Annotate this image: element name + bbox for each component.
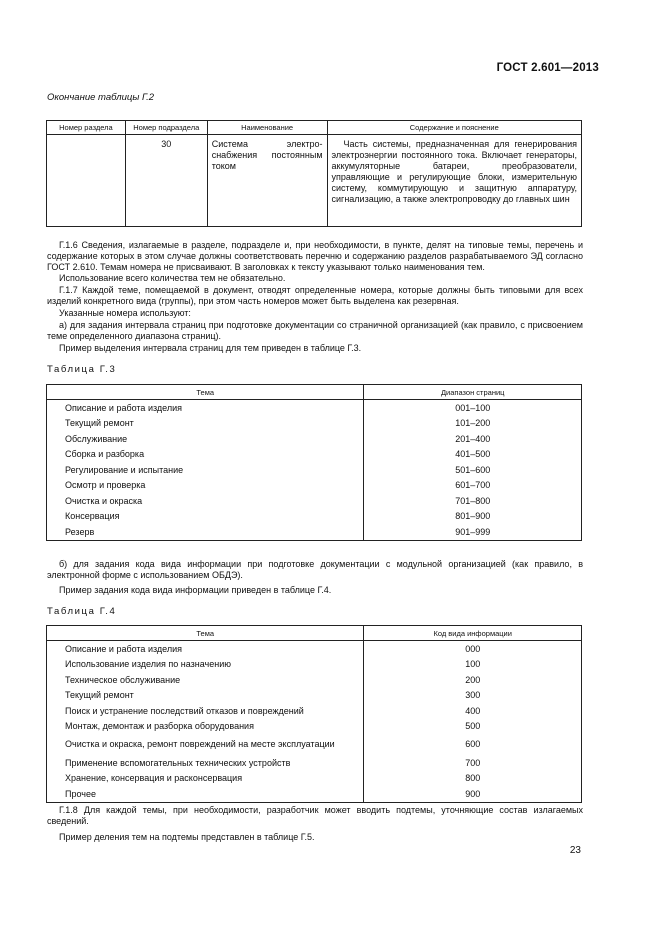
table-row [47, 447, 582, 463]
paragraph-example-g5: Пример деления тем на подтемы представлен в таблице Г.5. [59, 832, 315, 842]
table-row [47, 786, 582, 802]
topic-cell: Резерв [47, 524, 364, 540]
col-header-page-range: Диапазон страниц [364, 385, 582, 400]
topic-cell: Очистка и окраска [47, 493, 364, 509]
paragraph-g1-6: Г.1.6 Сведения, излагаемые в разделе, подразделе и, при необходимости, в пункте, делят на типовые темы, перечень и содержание которых в этом случае должны соответствовать перечню и содержанию разделов разрабатываемого ЭД согласно ГОСТ 2.610. Темам номера не присваивают. В заголовках к тексту указывают только наименования тем. [47, 240, 583, 272]
range-cell: 101–200 [364, 416, 582, 432]
topic-cell: Текущий ремонт [47, 688, 364, 704]
table-row [47, 524, 582, 540]
range-cell: 001–100 [364, 400, 582, 416]
range-cell: 501–600 [364, 462, 582, 478]
paragraph-item-a: а) для задания интервала страниц при подготовке документации со страничной организацией (как правило, с присвоением теме определенного диапазона страниц). [47, 320, 583, 341]
range-cell: 901–999 [364, 524, 582, 540]
topic-cell: Осмотр и проверка [47, 478, 364, 494]
col-header-topic: Тема [47, 385, 364, 400]
table-g4 [46, 625, 582, 803]
table-g4-caption: Таблица Г.4 [47, 606, 117, 617]
cell-name: Система электро-снабжения постоянным током [207, 135, 327, 227]
table-row [47, 478, 582, 494]
topic-cell: Текущий ремонт [47, 416, 364, 432]
topic-cell: Описание и работа изделия [47, 400, 364, 416]
page-number: 23 [569, 845, 581, 856]
topic-cell: Поиск и устранение последствий отказов и повреждений [47, 703, 364, 719]
range-cell: 801–900 [364, 509, 582, 525]
cell-section [47, 135, 126, 227]
cell-subsection: 30 [125, 135, 207, 227]
table-row [47, 509, 582, 525]
table-row [47, 755, 582, 771]
col-header-subsection-number: Номер подраздела [125, 121, 207, 135]
topic-cell: Монтаж, демонтаж и разборка оборудования [47, 719, 364, 735]
table-row [47, 416, 582, 432]
table-row [47, 688, 582, 704]
code-cell: 900 [364, 786, 582, 802]
paragraph-g1-8: Г.1.8 Для каждой темы, при необходимости, разработчик может вводить подтемы, уточняющие состав излагаемых сведений. [47, 805, 583, 826]
table-row [47, 493, 582, 509]
col-header-info-code: Код вида информации [364, 626, 582, 641]
paragraph-g1-7: Г.1.7 Каждой теме, помещаемой в документ, отводят определенные номера, которые должны быть типовыми для всех изделий конкретного вида (группы), при этом часть номеров может быть выделена как резервная. [47, 285, 583, 306]
paragraph-note: Использование всего количества тем не обязательно. [59, 273, 286, 283]
code-cell: 600 [364, 734, 582, 755]
code-cell: 400 [364, 703, 582, 719]
topic-cell: Обслуживание [47, 431, 364, 447]
table-row [47, 431, 582, 447]
table-g3 [46, 384, 582, 541]
table-row [47, 703, 582, 719]
code-cell: 700 [364, 755, 582, 771]
table-row [47, 719, 582, 735]
topic-cell: Описание и работа изделия [47, 641, 364, 657]
table-row [47, 462, 582, 478]
topic-cell: Очистка и окраска, ремонт повреждений на месте эксплуатации [47, 734, 364, 755]
paragraph-item-b: б) для задания кода вида информации при подготовке документации с модульной организацией (как правило, в электронной форме с использованием ОБДЭ). [47, 559, 583, 580]
table-row [47, 771, 582, 787]
code-cell: 200 [364, 672, 582, 688]
document-code: ГОСТ 2.601—2013 [496, 62, 599, 74]
paragraph-example-g3: Пример выделения интервала страниц для тем приведен в таблице Г.3. [59, 343, 362, 353]
code-cell: 100 [364, 657, 582, 673]
col-header-topic: Тема [47, 626, 364, 641]
table-g3-caption: Таблица Г.3 [47, 364, 117, 375]
topic-cell: Сборка и разборка [47, 447, 364, 463]
table-row [47, 641, 582, 657]
table-row [47, 135, 582, 227]
code-cell: 800 [364, 771, 582, 787]
col-header-content: Содержание и пояснение [327, 121, 581, 135]
paragraph-usage: Указанные номера используют: [59, 308, 191, 318]
range-cell: 701–800 [364, 493, 582, 509]
range-cell: 401–500 [364, 447, 582, 463]
table-row [47, 657, 582, 673]
col-header-section-number: Номер раздела [47, 121, 126, 135]
topic-cell: Регулирование и испытание [47, 462, 364, 478]
table-row [47, 672, 582, 688]
topic-cell: Техническое обслуживание [47, 672, 364, 688]
cell-content: Часть системы, предназначенная для генерирования электроэнергии постоянного тока. Включает генераторы, аккумуляторные батареи, преобразователи, управляющие и регулирующие блоки, измерительную систему, коммутирующую и защитную аппаратуру, сигнализацию, а также электропроводку до главных шин [327, 135, 581, 227]
paragraph-example-g4: Пример задания кода вида информации приведен в таблице Г.4. [59, 585, 332, 595]
topic-cell: Хранение, консервация и расконсервация [47, 771, 364, 787]
topic-cell: Прочее [47, 786, 364, 802]
table-g2 [46, 120, 582, 227]
table-row [47, 734, 582, 755]
range-cell: 201–400 [364, 431, 582, 447]
code-cell: 300 [364, 688, 582, 704]
topic-cell: Применение вспомогательных технических устройств [47, 755, 364, 771]
range-cell: 601–700 [364, 478, 582, 494]
code-cell: 500 [364, 719, 582, 735]
table-row [47, 400, 582, 416]
topic-cell: Консервация [47, 509, 364, 525]
col-header-name: Наименование [207, 121, 327, 135]
table-g2-caption: Окончание таблицы Г.2 [47, 92, 155, 103]
topic-cell: Использование изделия по назначению [47, 657, 364, 673]
code-cell: 000 [364, 641, 582, 657]
